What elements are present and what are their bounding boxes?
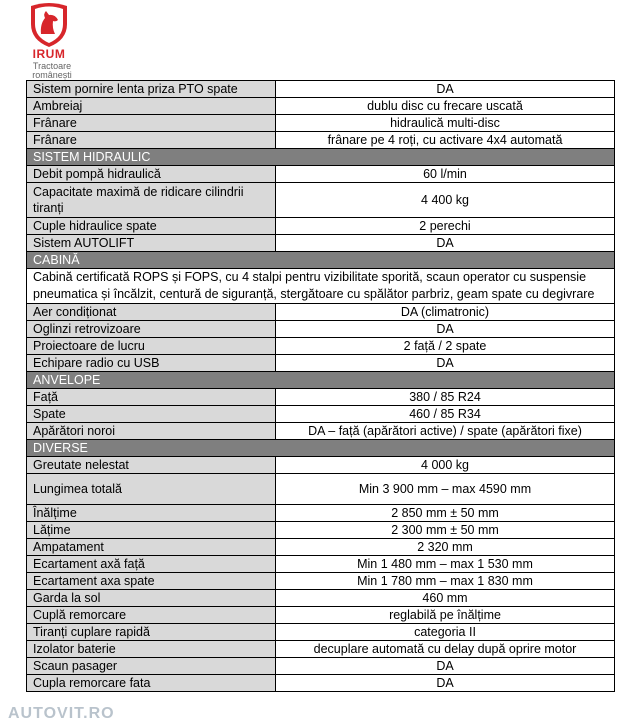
section-header-anvelope bbox=[27, 372, 615, 389]
spec-value: hidraulică multi-disc bbox=[276, 115, 615, 132]
table-row bbox=[27, 355, 615, 372]
spec-value: DA bbox=[276, 81, 615, 98]
spec-value: 2 față / 2 spate bbox=[276, 338, 615, 355]
table-row bbox=[27, 389, 615, 406]
spec-value: Min 1 780 mm – max 1 830 mm bbox=[276, 573, 615, 590]
spec-table bbox=[26, 80, 615, 692]
section-title: DIVERSE bbox=[27, 440, 615, 457]
spec-label: Debit pompă hidraulică bbox=[27, 166, 276, 183]
spec-value: Min 3 900 mm – max 4590 mm bbox=[276, 474, 615, 505]
table-row bbox=[27, 505, 615, 522]
spec-label: Scaun pasager bbox=[27, 658, 276, 675]
table-row bbox=[27, 675, 615, 692]
table-row bbox=[27, 474, 615, 505]
table-row bbox=[27, 338, 615, 355]
spec-value: reglabilă pe înălțime bbox=[276, 607, 615, 624]
spec-label: Cuplă remorcare bbox=[27, 607, 276, 624]
spec-label: Frânare bbox=[27, 132, 276, 149]
table-row bbox=[27, 624, 615, 641]
spec-label: Ecartament axă față bbox=[27, 556, 276, 573]
spec-label: Aer condiționat bbox=[27, 304, 276, 321]
spec-value: 2 320 mm bbox=[276, 539, 615, 556]
spec-label: Greutate nelestat bbox=[27, 457, 276, 474]
logo-tagline-line-1: Tractoare bbox=[32, 61, 72, 71]
table-row bbox=[27, 132, 615, 149]
section-title: CABINĂ bbox=[27, 252, 615, 269]
table-row bbox=[27, 98, 615, 115]
section-title: ANVELOPE bbox=[27, 372, 615, 389]
logo-tagline bbox=[22, 62, 82, 80]
table-row bbox=[27, 641, 615, 658]
spec-label: Capacitate maximă de ridicare cilindrii tiranți bbox=[27, 183, 276, 218]
table-row bbox=[27, 183, 615, 218]
table-row bbox=[27, 590, 615, 607]
spec-label: Izolator baterie bbox=[27, 641, 276, 658]
spec-value: 2 perechi bbox=[276, 218, 615, 235]
spec-value: DA bbox=[276, 675, 615, 692]
spec-value: 2 850 mm ± 50 mm bbox=[276, 505, 615, 522]
spec-value: DA bbox=[276, 321, 615, 338]
table-row bbox=[27, 321, 615, 338]
spec-label: Ecartament axa spate bbox=[27, 573, 276, 590]
spec-value: frânare pe 4 roți, cu activare 4x4 automată bbox=[276, 132, 615, 149]
cabina-description-row bbox=[27, 269, 615, 304]
spec-label: Ambreiaj bbox=[27, 98, 276, 115]
spec-value: DA bbox=[276, 235, 615, 252]
spec-value: 60 l/min bbox=[276, 166, 615, 183]
spec-value: DA – față (apărători active) / spate (apărători fixe) bbox=[276, 423, 615, 440]
table-row bbox=[27, 304, 615, 321]
spec-label: Proiectoare de lucru bbox=[27, 338, 276, 355]
spec-value: dublu disc cu frecare uscată bbox=[276, 98, 615, 115]
table-row bbox=[27, 423, 615, 440]
spec-label: Lungimea totală bbox=[27, 474, 276, 505]
spec-value: DA (climatronic) bbox=[276, 304, 615, 321]
spec-label: Ampatament bbox=[27, 539, 276, 556]
spec-label: Apărători noroi bbox=[27, 423, 276, 440]
spec-value: DA bbox=[276, 355, 615, 372]
table-row bbox=[27, 235, 615, 252]
spec-label: Oglinzi retrovizoare bbox=[27, 321, 276, 338]
spec-value: Min 1 480 mm – max 1 530 mm bbox=[276, 556, 615, 573]
spec-label: Frânare bbox=[27, 115, 276, 132]
spec-label: Spate bbox=[27, 406, 276, 423]
spec-label: Garda la sol bbox=[27, 590, 276, 607]
table-row bbox=[27, 406, 615, 423]
table-row bbox=[27, 539, 615, 556]
table-row bbox=[27, 218, 615, 235]
table-row bbox=[27, 573, 615, 590]
logo-tagline-line-2: românești bbox=[32, 70, 72, 80]
irum-logo bbox=[22, 2, 76, 82]
spec-label: Cupla remorcare fata bbox=[27, 675, 276, 692]
spec-label: Cuple hidraulice spate bbox=[27, 218, 276, 235]
section-header-hidraulic bbox=[27, 149, 615, 166]
logo-brand-name: IRUM bbox=[32, 47, 66, 61]
spec-value: 4 400 kg bbox=[276, 183, 615, 218]
spec-value: decuplare automată cu delay după oprire motor bbox=[276, 641, 615, 658]
spec-label: Înălțime bbox=[27, 505, 276, 522]
spec-label: Tiranți cuplare rapidă bbox=[27, 624, 276, 641]
table-row bbox=[27, 556, 615, 573]
spec-label: Lățime bbox=[27, 522, 276, 539]
spec-label: Față bbox=[27, 389, 276, 406]
table-row bbox=[27, 522, 615, 539]
autovit-watermark: AUTOVIT.RO bbox=[8, 705, 115, 722]
table-row bbox=[27, 115, 615, 132]
spec-label: Sistem pornire lenta priza PTO spate bbox=[27, 81, 276, 98]
spec-value: 460 / 85 R34 bbox=[276, 406, 615, 423]
spec-value: DA bbox=[276, 658, 615, 675]
section-title: SISTEM HIDRAULIC bbox=[27, 149, 615, 166]
spec-value: 4 000 kg bbox=[276, 457, 615, 474]
table-row bbox=[27, 658, 615, 675]
section-header-diverse bbox=[27, 440, 615, 457]
table-row bbox=[27, 607, 615, 624]
table-row bbox=[27, 166, 615, 183]
spec-label: Echipare radio cu USB bbox=[27, 355, 276, 372]
spec-value: categoria II bbox=[276, 624, 615, 641]
section-header-cabina bbox=[27, 252, 615, 269]
spec-label: Sistem AUTOLIFT bbox=[27, 235, 276, 252]
cabina-description: Cabină certificată ROPS și FOPS, cu 4 stalpi pentru vizibilitate sporită, scaun operator cu suspensie pneumatica și încălzit, centură de siguranță, stergătoare cu spălător parbriz, geam spate cu degivrare bbox=[27, 269, 615, 304]
spec-value: 460 mm bbox=[276, 590, 615, 607]
table-row bbox=[27, 81, 615, 98]
spec-value: 2 300 mm ± 50 mm bbox=[276, 522, 615, 539]
horse-shield-icon bbox=[27, 2, 71, 48]
spec-value: 380 / 85 R24 bbox=[276, 389, 615, 406]
table-row bbox=[27, 457, 615, 474]
